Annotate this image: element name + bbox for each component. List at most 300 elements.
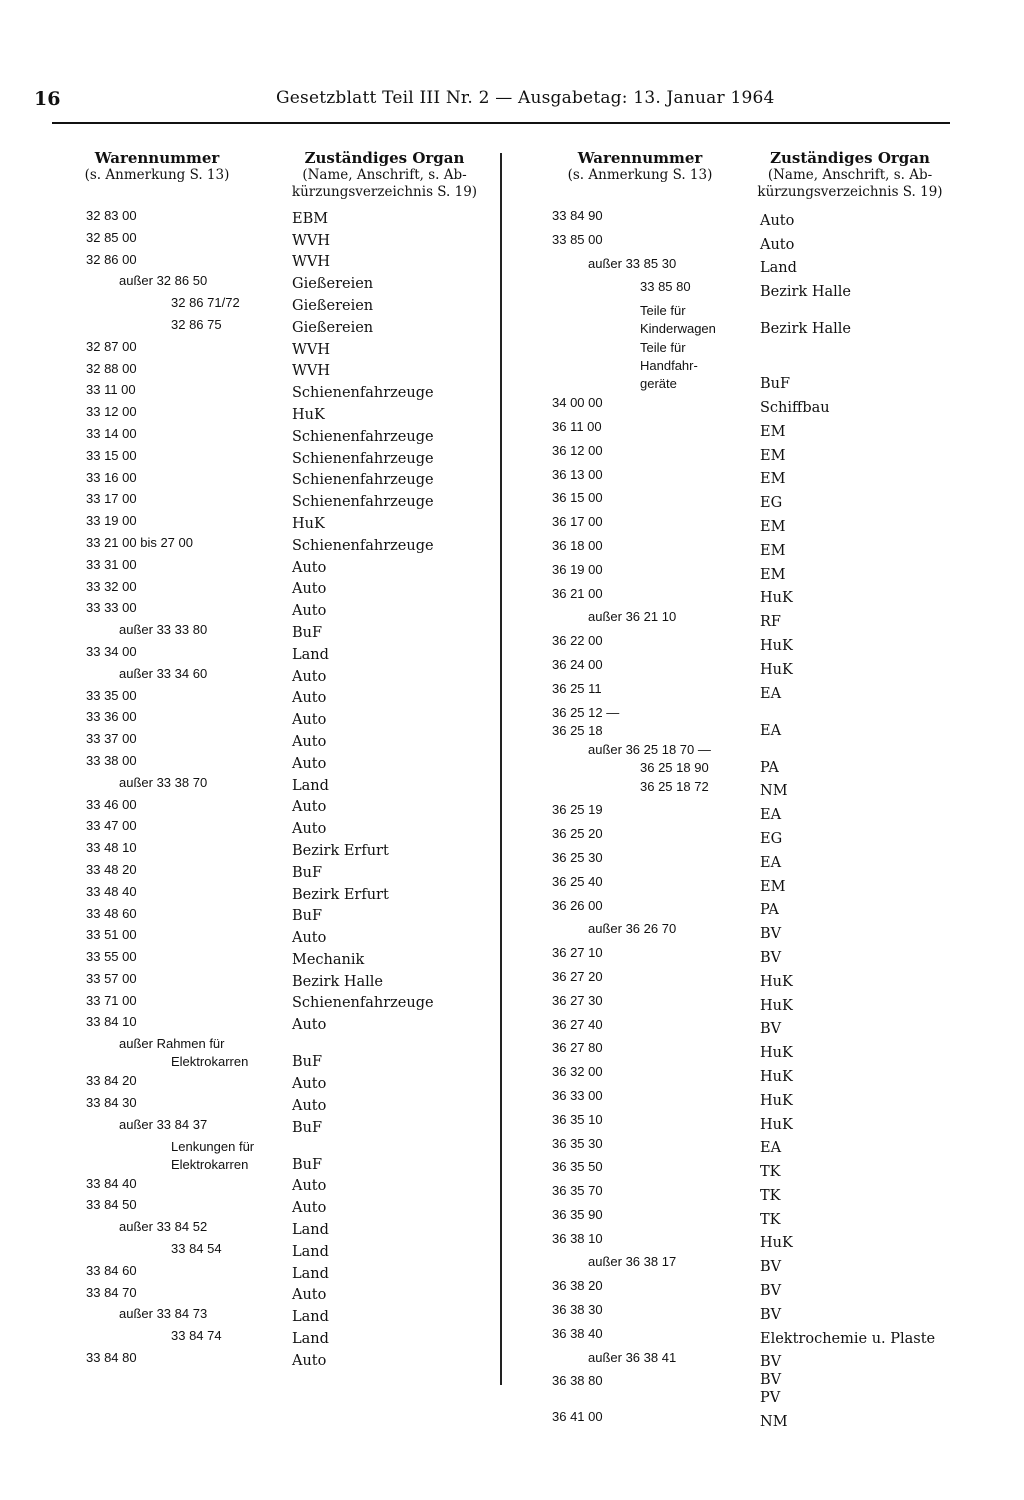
organ-line: Schienenfahrzeuge (292, 995, 434, 1012)
warennummer-cell (520, 1205, 760, 1229)
table-row (52, 1071, 492, 1093)
table-row (520, 943, 950, 967)
organ-cell (292, 1174, 492, 1196)
table-row (520, 560, 950, 584)
table-row (52, 620, 492, 642)
warennummer-line: 36 35 70 (552, 1183, 603, 1199)
organ-cell (760, 607, 950, 631)
table-row (52, 555, 492, 577)
warennummer-cell (52, 511, 292, 533)
organ-wrap (760, 637, 793, 655)
warennummer-cell (520, 1276, 760, 1300)
organ-line: WVH (292, 232, 331, 249)
table-row (52, 380, 492, 402)
organ-wrap (292, 1265, 329, 1283)
organ-wrap (760, 236, 794, 254)
table-row (520, 488, 950, 512)
warennummer-cell (52, 707, 292, 729)
warennummer-line: 36 27 10 (552, 945, 603, 961)
warennummer-cell (52, 468, 292, 490)
organ-cell (292, 424, 492, 446)
table-row (52, 337, 492, 359)
warennummer-line: 36 24 00 (552, 656, 603, 672)
organ-wrap (760, 949, 781, 967)
table-row (520, 536, 950, 560)
organ-wrap (760, 854, 781, 872)
organ-wrap (760, 470, 785, 488)
organ-wrap (292, 1352, 326, 1370)
warennummer-line: 36 25 40 (552, 873, 603, 889)
organ-line: Auto (292, 755, 327, 772)
organ-line: Auto (292, 581, 327, 598)
organ-line: BV (760, 1372, 782, 1389)
organ-cell (292, 969, 492, 991)
table-row (52, 1137, 492, 1174)
warennummer-cell (520, 740, 760, 777)
organ-line: EM (760, 471, 786, 488)
warennummer-line: 36 25 18 90 (640, 759, 709, 775)
warennummer-cell (52, 620, 292, 642)
organ-wrap (292, 406, 325, 424)
warennummer-line: 33 21 00 bis 27 00 (86, 534, 193, 550)
organ-wrap (760, 1116, 793, 1134)
warennummer-cell (520, 1324, 760, 1348)
organ-line: EA (760, 854, 782, 871)
organ-line: HuK (760, 1045, 793, 1062)
organ-wrap (760, 589, 793, 607)
table-row (52, 729, 492, 751)
table-row (520, 1110, 950, 1134)
organ-header-sub2: kürzungsverzeichnis S. 19) (291, 184, 478, 200)
organ-wrap (760, 973, 793, 991)
organ-wrap (760, 759, 779, 777)
warennummer-line: 33 57 00 (86, 970, 137, 986)
organ-line: TK (760, 1187, 781, 1204)
warennummer-line: außer 36 25 18 70 — (588, 741, 711, 757)
organ-line: HuK (292, 515, 325, 532)
organ-line: Land (292, 1222, 329, 1239)
warennummer-line: 33 84 50 (86, 1197, 137, 1213)
table-row (520, 740, 950, 777)
organ-cell (760, 1229, 950, 1253)
warennummer-line: 36 27 30 (552, 992, 603, 1008)
organ-line: EA (760, 1140, 782, 1157)
organ-cell (292, 1115, 492, 1137)
organ-line: Auto (292, 559, 327, 576)
organ-wrap (760, 1330, 935, 1348)
warennummer-cell (520, 943, 760, 967)
warennummer-cell (52, 315, 292, 337)
organ-line: TK (760, 1164, 781, 1181)
organ-wrap (760, 1371, 781, 1407)
organ-cell (292, 489, 492, 511)
table-row (52, 315, 492, 337)
warennummer-line: 33 38 00 (86, 752, 137, 768)
warennummer-line: 33 12 00 (86, 404, 137, 420)
table-row (52, 511, 492, 533)
organ-line: HuK (760, 997, 793, 1014)
warennummer-cell (520, 488, 760, 512)
warennummer-line: 32 88 00 (86, 360, 137, 376)
organ-line: WVH (292, 341, 331, 358)
warennummer-cell (52, 729, 292, 751)
organ-wrap (760, 494, 782, 512)
warennummer-line: 33 84 40 (86, 1175, 137, 1191)
organ-line: EM (760, 518, 786, 535)
table-row (520, 1229, 950, 1253)
warennummer-cell (52, 489, 292, 511)
warennummer-line: 33 48 60 (86, 905, 137, 921)
warennummer-cell (520, 872, 760, 896)
warennummer-cell (52, 838, 292, 860)
table-row (52, 228, 492, 250)
organ-cell (292, 795, 492, 817)
organ-wrap (760, 320, 851, 338)
warennummer-cell (520, 967, 760, 991)
organ-line: Auto (760, 236, 795, 253)
organ-wrap (292, 624, 322, 642)
organ-line: BuF (292, 864, 323, 881)
warennummer-cell (520, 848, 760, 872)
organ-line: Auto (292, 1287, 327, 1304)
table-row (52, 402, 492, 424)
organ-wrap (292, 297, 373, 315)
organ-wrap (292, 864, 322, 882)
organ-cell (292, 533, 492, 555)
table-row (52, 1012, 492, 1034)
warennummer-cell (52, 1283, 292, 1305)
warennummer-line: 36 27 40 (552, 1016, 603, 1032)
organ-line: EG (760, 830, 783, 847)
table-row (52, 991, 492, 1013)
organ-cell (760, 655, 950, 679)
warennummer-line: 36 27 20 (552, 968, 603, 984)
organ-line: HuK (760, 1235, 793, 1252)
warennummer-line: 33 16 00 (86, 469, 137, 485)
warennummer-line: 36 35 50 (552, 1159, 603, 1175)
organ-line: HuK (760, 973, 793, 990)
warennummer-cell (52, 904, 292, 926)
organ-cell (760, 277, 950, 301)
organ-header-sub1: (Name, Anschrift, s. Ab- (302, 167, 467, 183)
organ-cell (760, 1157, 950, 1181)
organ-cell (760, 488, 950, 512)
organ-wrap (292, 733, 326, 751)
organ-cell (760, 1181, 950, 1205)
warennummer-line: außer 36 38 17 (588, 1254, 677, 1270)
warennummer-line: 33 48 40 (86, 883, 137, 899)
organ-wrap (760, 878, 785, 896)
table-row (52, 271, 492, 293)
organ-wrap (292, 1075, 326, 1093)
organ-cell (292, 947, 492, 969)
organ-line: Auto (292, 603, 327, 620)
organ-line: Schienenfahrzeuge (292, 472, 434, 489)
organ-cell (760, 206, 950, 230)
warennummer-line: 36 35 90 (552, 1206, 603, 1222)
warennummer-line: 33 15 00 (86, 447, 137, 463)
warennummer-cell (520, 1157, 760, 1181)
header-title: Gesetzblatt Teil III Nr. 2 — Ausgabetag: 13. Januar 1964 (276, 88, 775, 108)
organ-line: EM (760, 423, 786, 440)
organ-cell (292, 380, 492, 402)
warennummer-line: 36 25 18 72 (640, 778, 709, 794)
organ-cell (292, 577, 492, 599)
organ-line: HuK (292, 406, 325, 423)
table-row (52, 969, 492, 991)
table-row (520, 607, 950, 631)
right-rows (520, 206, 950, 1431)
table-row (520, 679, 950, 703)
code-header-sub: (s. Anmerkung S. 13) (567, 167, 713, 183)
organ-line: Auto (292, 1352, 327, 1369)
organ-cell (760, 465, 950, 489)
warennummer-line: 32 86 71/72 (171, 295, 240, 311)
warennummer-cell (520, 584, 760, 608)
warennummer-line: 33 11 00 (86, 382, 136, 398)
organ-wrap (292, 1330, 329, 1348)
organ-cell (292, 773, 492, 795)
warennummer-line: 33 55 00 (86, 949, 137, 965)
warennummer-cell (520, 1181, 760, 1205)
warennummer-cell (520, 441, 760, 465)
organ-cell (760, 1110, 950, 1134)
warennummer-cell (52, 1195, 292, 1217)
table-row (52, 1239, 492, 1261)
warennummer-cell (52, 1174, 292, 1196)
warennummer-cell (52, 1137, 292, 1174)
warennummer-line: 36 19 00 (552, 561, 603, 577)
table-row (520, 800, 950, 824)
organ-cell (292, 402, 492, 424)
organ-wrap (292, 275, 373, 293)
warennummer-line: 36 25 12 — (552, 704, 620, 720)
warennummer-cell (52, 1304, 292, 1326)
table-row (52, 250, 492, 272)
warennummer-cell (52, 293, 292, 315)
warennummer-cell (520, 1300, 760, 1324)
table-row (52, 1304, 492, 1326)
warennummer-cell (520, 1407, 760, 1431)
table-row (52, 293, 492, 315)
organ-line: BV (760, 1259, 782, 1276)
organ-line: BV (760, 1283, 782, 1300)
organ-wrap (760, 542, 785, 560)
warennummer-line: 36 32 00 (552, 1064, 603, 1080)
organ-cell (292, 925, 492, 947)
warennummer-line: Handfahr- (640, 358, 698, 374)
table-row (52, 577, 492, 599)
organ-line: WVH (292, 254, 331, 271)
warennummer-line: 36 38 80 (552, 1373, 603, 1389)
warennummer-cell (520, 536, 760, 560)
organ-cell (760, 1134, 950, 1158)
table-row (52, 947, 492, 969)
warennummer-cell (52, 795, 292, 817)
organ-line: Land (760, 260, 797, 277)
organ-wrap (760, 661, 793, 679)
warennummer-line: 33 33 00 (86, 600, 137, 616)
organ-line: EM (760, 878, 786, 895)
organ-line: EG (760, 495, 783, 512)
header-rule (52, 122, 950, 124)
table-row (52, 533, 492, 555)
organ-line: Bezirk Erfurt (292, 886, 389, 903)
table-row (52, 1348, 492, 1370)
warennummer-cell (520, 417, 760, 441)
table-row (520, 1015, 950, 1039)
organ-wrap (760, 806, 781, 824)
warennummer-cell (52, 664, 292, 686)
warennummer-cell (520, 277, 760, 301)
organ-line: Auto (292, 668, 327, 685)
organ-line: PV (760, 1390, 781, 1407)
warennummer-line: 33 84 70 (86, 1284, 137, 1300)
organ-wrap (760, 1211, 781, 1229)
organ-cell (760, 1300, 950, 1324)
warennummer-cell (520, 1062, 760, 1086)
table-row (520, 703, 950, 740)
warennummer-line: 33 84 60 (86, 1262, 137, 1278)
organ-cell (760, 703, 950, 740)
organ-wrap (292, 580, 326, 598)
warennummer-cell (520, 254, 760, 278)
warennummer-cell (520, 631, 760, 655)
organ-cell (760, 740, 950, 777)
code-header-title: Warennummer (577, 149, 703, 167)
organ-cell (760, 1015, 950, 1039)
warennummer-cell (520, 800, 760, 824)
right-column-header (520, 150, 950, 206)
organ-line: Land (292, 1331, 329, 1348)
table-row (520, 1252, 950, 1276)
left-column (52, 150, 492, 1370)
table-row (520, 1038, 950, 1062)
warennummer-line: 33 85 00 (552, 231, 603, 247)
organ-wrap (292, 559, 326, 577)
table-row (520, 967, 950, 991)
warennummer-line: 36 17 00 (552, 514, 603, 530)
warennummer-line: 32 86 75 (171, 316, 222, 332)
organ-wrap (292, 646, 329, 664)
organ-cell (760, 441, 950, 465)
organ-wrap (292, 1097, 326, 1115)
organ-cell (760, 584, 950, 608)
table-row (520, 1205, 950, 1229)
table-row (520, 1134, 950, 1158)
warennummer-line: 32 87 00 (86, 338, 137, 354)
organ-cell (292, 337, 492, 359)
table-row (520, 872, 950, 896)
warennummer-line: 33 48 20 (86, 861, 137, 877)
organ-cell (292, 904, 492, 926)
warennummer-cell (52, 882, 292, 904)
table-row (520, 338, 950, 393)
table-row (52, 1174, 492, 1196)
warennummer-cell (52, 1348, 292, 1370)
warennummer-line: 36 33 00 (552, 1087, 603, 1103)
warennummer-line: außer 33 34 60 (119, 665, 208, 681)
warennummer-line: außer 36 26 70 (588, 921, 677, 937)
table-row (52, 598, 492, 620)
table-row (52, 1217, 492, 1239)
organ-wrap (292, 1221, 329, 1239)
organ-wrap (292, 384, 434, 402)
warennummer-line: 33 36 00 (86, 709, 137, 725)
organ-line: Schienenfahrzeuge (292, 385, 434, 402)
warennummer-cell (520, 1229, 760, 1253)
table-row (520, 206, 950, 230)
warennummer-line: 33 84 80 (86, 1350, 137, 1366)
warennummer-cell (520, 607, 760, 631)
organ-cell (760, 301, 950, 338)
warennummer-line: 36 38 30 (552, 1302, 603, 1318)
organ-line: HuK (760, 1116, 793, 1133)
organ-line: Schienenfahrzeuge (292, 537, 434, 554)
warennummer-cell (52, 337, 292, 359)
organ-header-title: Zuständiges Organ (304, 149, 465, 167)
organ-cell (760, 1276, 950, 1300)
table-row (520, 919, 950, 943)
table-row (520, 230, 950, 254)
organ-wrap (292, 1308, 329, 1326)
warennummer-cell (52, 250, 292, 272)
table-row (52, 1093, 492, 1115)
organ-wrap (292, 493, 434, 511)
table-row (52, 925, 492, 947)
organ-line: EBM (292, 210, 329, 227)
organ-wrap (760, 1282, 781, 1300)
right-column (520, 150, 950, 1431)
warennummer-line: 33 46 00 (86, 796, 137, 812)
organ-line: HuK (760, 590, 793, 607)
column-divider (500, 153, 502, 1385)
organ-line: BuF (292, 908, 323, 925)
organ-cell (292, 664, 492, 686)
organ-line: EA (760, 807, 782, 824)
organ-line: Bezirk Halle (292, 973, 383, 990)
organ-wrap (760, 447, 785, 465)
warennummer-cell (52, 446, 292, 468)
warennummer-line: 36 38 20 (552, 1278, 603, 1294)
warennummer-line: 32 86 00 (86, 251, 137, 267)
organ-line: Schienenfahrzeuge (292, 494, 434, 511)
organ-wrap (760, 1353, 781, 1371)
organ-cell (292, 816, 492, 838)
organ-line: BV (760, 1021, 782, 1038)
warennummer-line: außer 33 84 37 (119, 1116, 208, 1132)
table-row (520, 1181, 950, 1205)
organ-line: BuF (292, 1156, 323, 1173)
organ-line: BuF (292, 1119, 323, 1136)
organ-wrap (292, 450, 434, 468)
warennummer-line: 36 13 00 (552, 466, 603, 482)
warennummer-line: 36 15 00 (552, 490, 603, 506)
table-row (52, 468, 492, 490)
warennummer-cell (520, 896, 760, 920)
organ-wrap (292, 341, 330, 359)
warennummer-cell (52, 751, 292, 773)
warennummer-cell (52, 424, 292, 446)
organ-line: BuF (292, 1054, 323, 1071)
page-number: 16 (34, 88, 61, 110)
organ-wrap (292, 232, 330, 250)
warennummer-cell (52, 969, 292, 991)
warennummer-cell (52, 359, 292, 381)
table-row (520, 631, 950, 655)
organ-cell (292, 729, 492, 751)
organ-cell (760, 800, 950, 824)
